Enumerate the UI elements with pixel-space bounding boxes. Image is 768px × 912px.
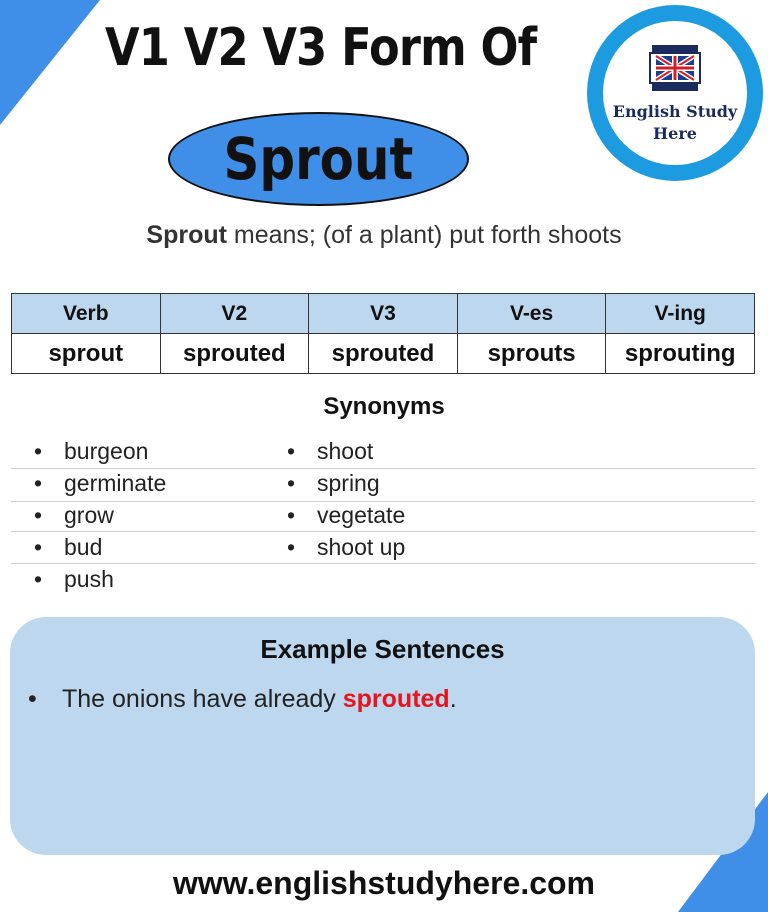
divider-line — [11, 563, 755, 564]
synonym-item: • germinate — [34, 470, 167, 496]
logo-inner-circle — [600, 18, 750, 168]
synonym-item: • bud — [34, 534, 103, 560]
forms-value-row — [12, 334, 755, 374]
forms-header-row — [12, 294, 755, 334]
synonym-item: • burgeon — [34, 438, 149, 464]
example-sentences-title: Example Sentences — [260, 634, 505, 664]
header-cell-v2: V2 — [160, 294, 309, 334]
logo-line-2: Here — [653, 124, 697, 143]
meaning-word: Sprout — [146, 221, 227, 249]
book-flag-icon — [648, 43, 704, 95]
synonym-item: • spring — [287, 470, 380, 496]
verb-heading: Sprout — [223, 125, 414, 193]
synonym-item: • shoot — [287, 438, 374, 464]
divider-line — [11, 531, 755, 532]
header-cell-v3: V3 — [309, 294, 458, 334]
site-logo — [587, 5, 763, 181]
header-cell-verb: Verb — [12, 294, 161, 334]
logo-text — [603, 101, 747, 145]
value-cell-verb: sprout — [12, 334, 161, 374]
header-cell-v-es: V-es — [457, 294, 606, 334]
value-cell-v3: sprouted — [309, 334, 458, 374]
verb-oval — [168, 112, 469, 206]
website-url: www.englishstudyhere.com — [172, 865, 595, 901]
value-cell-v-es: sprouts — [457, 334, 606, 374]
synonym-item: • grow — [34, 502, 114, 528]
corner-decoration-top-left — [0, 0, 100, 125]
synonym-item: • vegetate — [287, 502, 406, 528]
example-sentence: • The onions have already sprouted. — [28, 685, 457, 713]
highlighted-verb: sprouted — [342, 685, 450, 713]
synonym-item: • shoot up — [287, 534, 406, 560]
meaning-line — [0, 221, 768, 250]
divider-line — [11, 468, 755, 469]
synonym-item: • push — [34, 566, 114, 592]
value-cell-v2: sprouted — [160, 334, 309, 374]
meaning-text: means; (of a plant) put forth shoots — [226, 221, 622, 249]
logo-line-1: English Study — [612, 102, 738, 121]
synonyms-title: Synonyms — [323, 393, 445, 420]
header-cell-v-ing: V-ing — [606, 294, 755, 334]
verb-forms-table — [11, 293, 755, 374]
value-cell-v-ing: sprouting — [606, 334, 755, 374]
page-title: V1 V2 V3 Form Of — [105, 18, 537, 78]
example-sentences-box — [10, 617, 755, 855]
